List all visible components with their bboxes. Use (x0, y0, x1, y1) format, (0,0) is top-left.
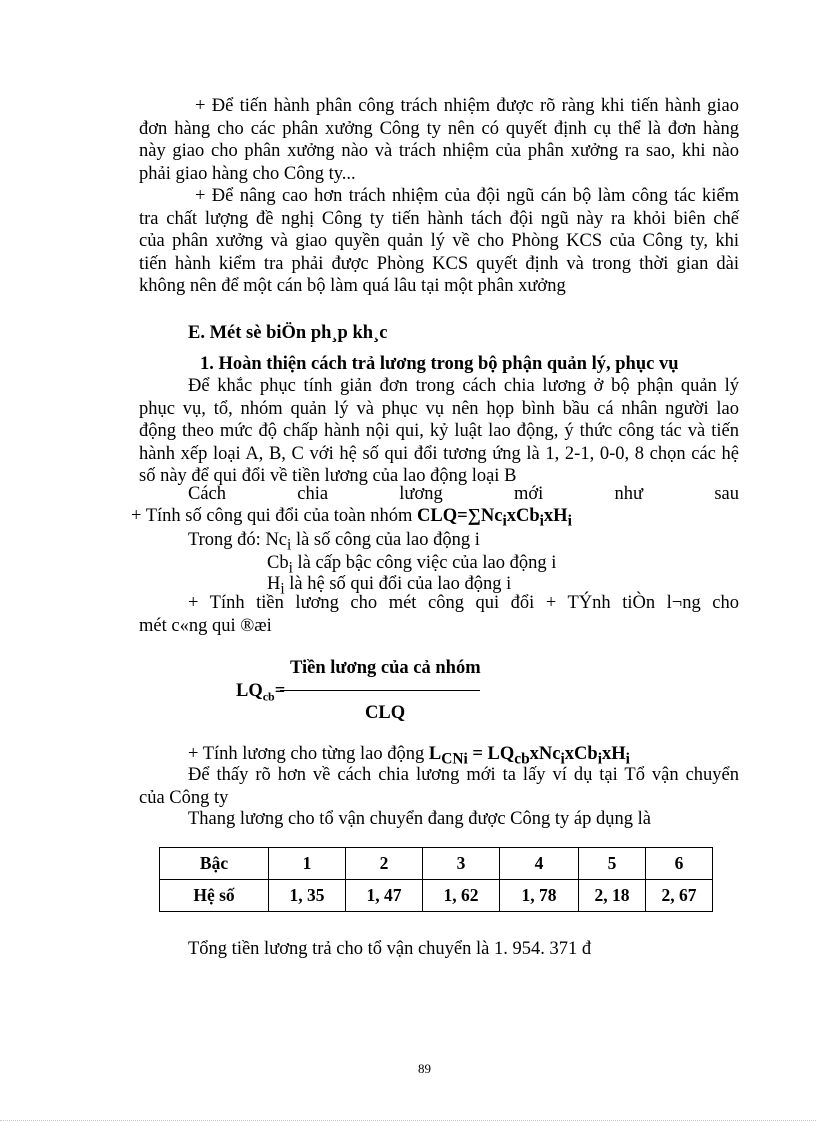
table-cell: 2, 18 (579, 880, 646, 912)
individual-wage-formula: $L_{CNi} = LQ_{cb}xNc_ixCb_ixH_i$ (428, 744, 630, 768)
method-word: mới (513, 484, 544, 504)
text-line: Để khắc phục tính giản đơn trong cách chia lương ở bộ phận quản lý (188, 376, 739, 396)
text-line: số này để qui đổi về tiền lương của lao động loại B (139, 466, 517, 486)
text-line: tiến hành kiểm tra phải được Phòng KCS quyết định và trong thời gian dài (139, 253, 739, 274)
clq-formula: $CLQ=\sum Nc_ixCb_ixH_i$ (417, 506, 572, 530)
wage-scale-table (159, 847, 713, 912)
where-intro: Trong đó: $Nc_i$ là số công của lao động i (188, 530, 480, 554)
table-cell: 1, 62 (423, 880, 500, 912)
table-row (160, 880, 713, 912)
text-line: phục vụ, tổ, nhóm quản lý và phục vụ nên họp bình bầu cá nhân người lao (139, 398, 739, 419)
text-line: Để thấy rõ hơn về cách chia lương mới ta lấy ví dụ tại Tổ vận chuyển (188, 765, 739, 785)
text-line: đơn hàng cho các phân xưởng Công ty nên có quyết định cụ thể là đơn hàng (139, 118, 739, 139)
table-header-cell: 1 (269, 848, 346, 880)
method-word: Cách (188, 484, 227, 504)
total-wage-line: Tổng tiền lương trả cho tổ vận chuyển là 1. 954. 371 đ (188, 939, 592, 959)
paragraph-quality-control (139, 185, 739, 298)
table-cell: Hệ số (160, 880, 269, 912)
page-number: 89 (418, 1061, 431, 1076)
table-header-cell: 6 (646, 848, 713, 880)
paragraph-wage-method (139, 375, 739, 488)
table-intro: Thang lương cho tổ vận chuyển đang được Công ty áp dụng là (188, 809, 651, 829)
unit-wage-line-1: + Tính tiền lương cho mét công qui đổi + TÝnh tiÒn l¬ng cho (188, 593, 739, 613)
table-header-cell: Bậc (160, 848, 269, 880)
text-line: tra chất lượng đề nghị Công ty tiến hành tách đội ngũ này ra khỏi biên chế (139, 208, 739, 229)
table-header-cell: 5 (579, 848, 646, 880)
table-cell: 2, 67 (646, 880, 713, 912)
paragraph-example (139, 764, 739, 809)
text-line: động theo mức độ chấp hành nội qui, kỷ luật lao động, ý thức công tác và tiến (139, 421, 739, 441)
paragraph-task-assignment (139, 95, 739, 185)
method-word: lương (399, 484, 443, 504)
text-line: hành xếp loại A, B, C với hệ số qui đổi tương ứng là 1, 2-1, 0-0, 8 chọn các hệ (139, 443, 739, 464)
text-line: không nên để một cán bộ làm quá lâu tại một phân xưởng (139, 276, 566, 296)
text-line: của Công ty (139, 787, 229, 808)
subheading: 1. Hoàn thiện cách trả lương trong bộ phận quản lý, phục vụ (200, 354, 679, 374)
method-word: như (614, 484, 644, 504)
unit-wage-line-2: mét c«ng qui ®æi (139, 616, 272, 636)
fraction-bar (280, 690, 480, 691)
where-cb: $Cb_i$ là cấp bậc công việc của lao động i (267, 553, 557, 577)
table-cell: 1, 35 (269, 880, 346, 912)
fraction-lhs: $LQ_{cb}=$ (236, 681, 286, 704)
where-h: $H_i$ là hệ số qui đổi của lao động i (267, 574, 512, 598)
text-line: của phân xưởng và giao quyền quản lý về cho Phòng KCS của Công ty, khi (139, 231, 739, 251)
individual-wage-line: + Tính lương cho từng lao động $L_{CNi} = LQ_{cb}xNc_ixCb_ixH_i$ (188, 744, 630, 768)
clq-formula-prefix: + Tính số công qui đổi của toàn nhóm (131, 506, 418, 526)
table-header-cell: 3 (423, 848, 500, 880)
text-line: + Để nâng cao hơn trách nhiệm của đội ngũ cán bộ làm công tác kiểm (195, 186, 739, 206)
page-bottom-border (0, 1120, 816, 1121)
method-word: chia (297, 484, 329, 504)
text-line: phải giao hàng cho Công ty... (139, 163, 356, 184)
table-header-cell: 2 (346, 848, 423, 880)
text-line: này giao cho phân xưởng nào và trách nhiệm của phân xưởng ra sao, khi nào (139, 141, 739, 161)
section-heading: E. Mét sè biÖn ph¸p kh¸c (188, 323, 388, 343)
table-cell: 1, 78 (500, 880, 579, 912)
method-line (188, 483, 739, 505)
fraction-denominator: CLQ (365, 703, 406, 723)
fraction-numerator: Tiền lương của cả nhóm (290, 658, 481, 678)
method-word: sau (714, 484, 739, 504)
table-header-cell: 4 (500, 848, 579, 880)
table-header-row (160, 848, 713, 880)
table-cell: 1, 47 (346, 880, 423, 912)
text-line: + Để tiến hành phân công trách nhiệm được rõ ràng khi tiến hành giao (195, 96, 739, 116)
